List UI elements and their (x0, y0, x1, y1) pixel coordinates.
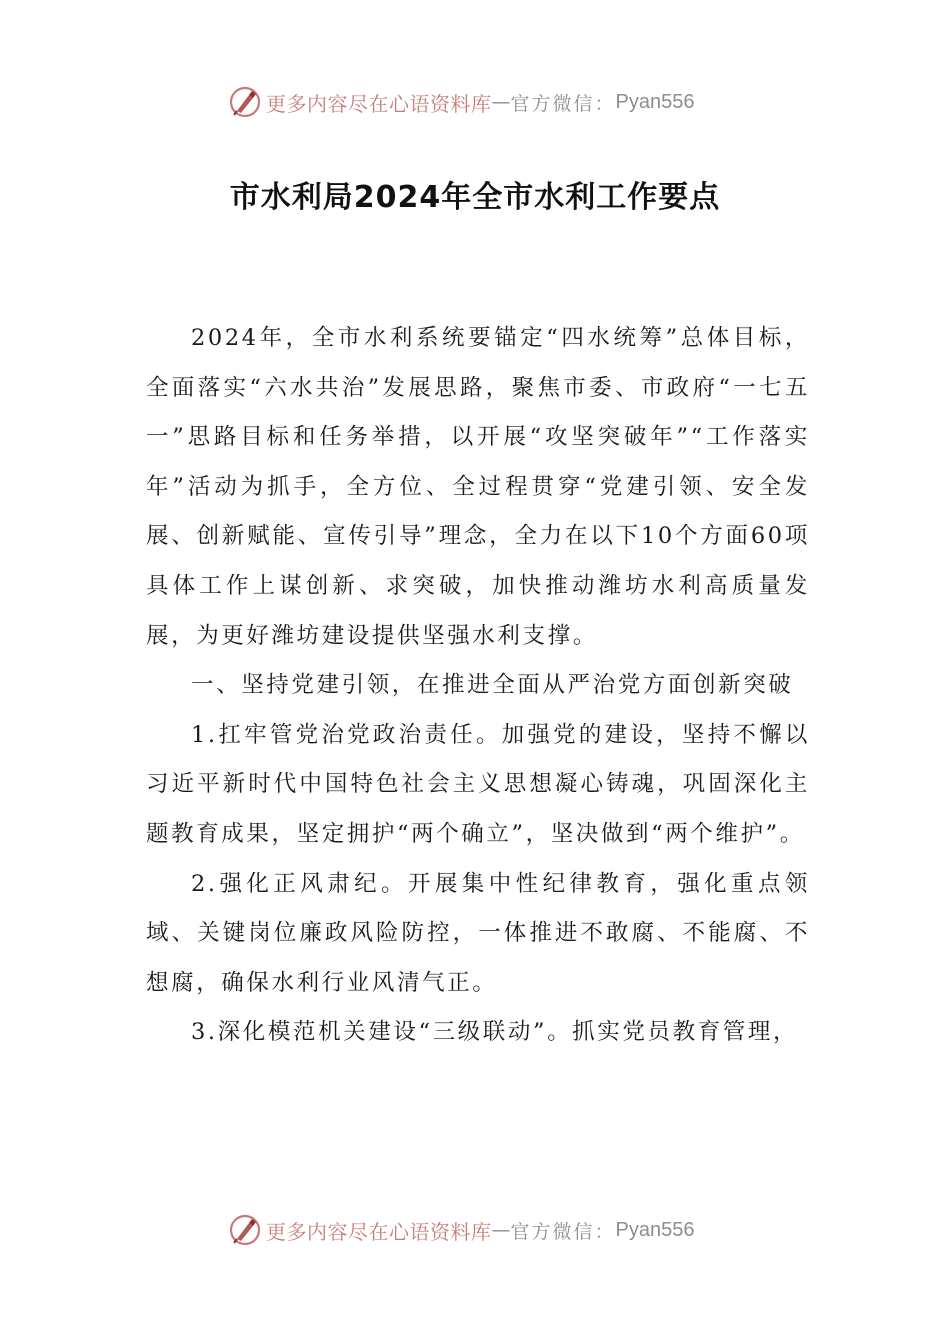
watermark-wechat-label: 官方微信： (510, 92, 616, 115)
watermark-separator: — (491, 1219, 511, 1241)
watermark-brand-text: 更多内容尽在心语资料库 (266, 1219, 492, 1244)
document-body (146, 314, 810, 1058)
item-paragraph-1: 1.扛牢管党治党政治责任。加强党的建设，坚持不懈以习近平新时代中国特色社会主义思想凝心铸魂，巩固深化主题教育成果，坚定拥护“两个确立”，坚决做到“两个维护”。 (146, 721, 810, 847)
item-paragraph-2: 2.强化正风肃纪。开展集中性纪律教育，强化重点领域、关键岗位廉政风险防控，一体推进不敢腐、不能腐、不想腐，确保水利行业风清气正。 (146, 870, 810, 996)
pen-nib-logo-icon (228, 1213, 262, 1247)
intro-paragraph: 2024年，全市水利系统要锚定“四水统筹”总体目标，全面落实“六水共治”发展思路，聚焦市委、市政府“一七五一”思路目标和任务举措，以开展“攻坚突破年”“工作落实年”活动为抓手，全方位、全过程贯穿“党建引领、安全发展、创新赋能、宣传引导”理念，全力在以下10个方面60项具体工作上谋创新、求突破，加快推动潍坊水利高质量发展，为更好潍坊建设提供坚强水利支撑。 (146, 325, 810, 649)
watermark-banner-top (228, 82, 694, 122)
document-title: 市水利局2024年全市水利工作要点 (229, 180, 721, 215)
pen-nib-logo-icon (228, 85, 262, 119)
watermark-wechat-label: 官方微信： (510, 1220, 616, 1243)
watermark-wechat-account: Pyan556 (615, 90, 695, 113)
watermark-banner-bottom (228, 1210, 694, 1250)
section-heading-1: 一、坚持党建引领，在推进全面从严治党方面创新突破 (191, 672, 794, 699)
watermark-separator: — (491, 91, 511, 113)
watermark-brand-text: 更多内容尽在心语资料库 (266, 91, 492, 116)
watermark-wechat-account: Pyan556 (615, 1218, 695, 1241)
item-paragraph-3: 3.深化模范机关建设“三级联动”。抓实党员教育管理， (191, 1019, 799, 1046)
